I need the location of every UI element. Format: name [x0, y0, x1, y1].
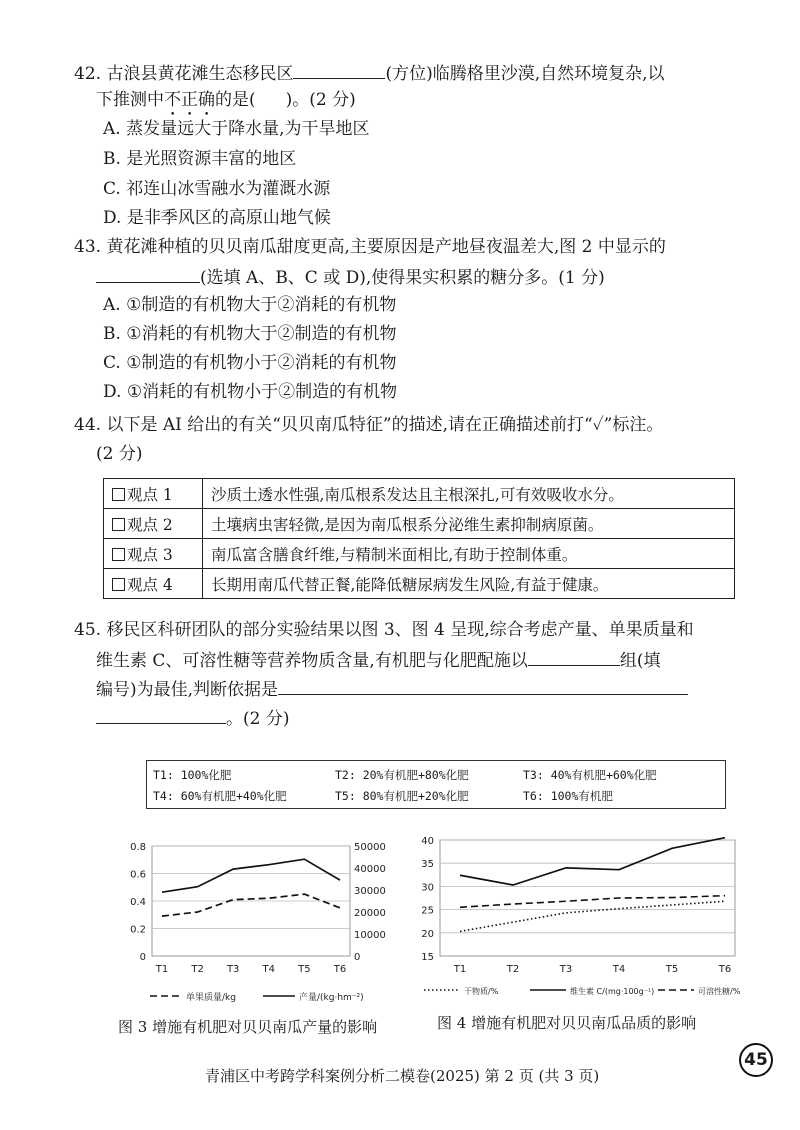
y-right-tick-label: 10000 [354, 930, 386, 941]
y-left-tick-label: 0.6 [130, 869, 146, 881]
q45-blank-reason-cont[interactable] [96, 705, 226, 724]
checkbox[interactable] [112, 488, 125, 501]
q43-option-b: B. ①消耗的有机物大于②制造的有机物 [103, 324, 397, 344]
y-left-tick-label: 0.2 [130, 924, 146, 936]
x-tick-label: T2 [191, 964, 204, 975]
checkbox[interactable] [112, 548, 125, 561]
q43-line1: 43. 黄花滩种植的贝贝南瓜甜度更高,主要原因是产地昼夜温差大,图 2 中显示的 [74, 237, 666, 257]
y-right-tick-label: 20000 [354, 908, 386, 919]
plot-frame [440, 840, 735, 956]
x-tick-label: T6 [718, 964, 732, 975]
table-row: 观点 2 土壤病虫害轻微,是因为南瓜根系分泌维生素抑制病原菌。 [104, 509, 735, 539]
x-tick-label: T6 [333, 964, 347, 975]
y-tick-label: 30 [421, 882, 434, 894]
y-tick-label: 35 [421, 859, 434, 871]
y-left-tick-label: 0.4 [130, 897, 146, 908]
figure-4-chart [410, 828, 750, 1010]
figure-3-caption: 图 3 增施有机肥对贝贝南瓜产量的影响 [118, 1018, 378, 1036]
y-right-tick-label: 50000 [354, 842, 386, 853]
emphasis-text: 不正确 [164, 90, 215, 110]
q43-line2: (选填 A、B、C 或 D),使得果实积累的糖分多。(1 分) [96, 264, 605, 290]
q43-option-d: D. ①消耗的有机物小于②制造的有机物 [103, 382, 398, 402]
x-tick-label: T2 [506, 964, 520, 975]
q45-line2: 维生素 C、可溶性糖等营养物质含量,有机肥与化肥配施以 组(填 [96, 647, 660, 673]
q45-line1: 45. 移民区科研团队的部分实验结果以图 3、图 4 呈现,综合考虑产量、单果质量和 [74, 620, 694, 640]
q45-blank-reason[interactable] [278, 676, 688, 695]
viewpoints-table [103, 478, 735, 599]
x-tick-label: T3 [226, 964, 240, 975]
table-row: 观点 1 沙质土透水性强,南瓜根系发达且主根深扎,可有效吸收水分。 [104, 479, 735, 509]
y-tick-label: 15 [421, 952, 434, 963]
legend-label: 干物质/% [464, 987, 499, 996]
q42-line1: 42. 古浪县黄花滩生态移民区 (方位)临腾格里沙漠,自然环境复杂,以 [74, 60, 665, 86]
y-tick-label: 20 [421, 928, 434, 940]
q43-option-a: A. ①制造的有机物大于②消耗的有机物 [103, 295, 397, 315]
q44-line1: 44. 以下是 AI 给出的有关“贝贝南瓜特征”的描述,请在正确描述前打“✓”标注。 [74, 415, 664, 435]
legend-label: 单果质量/kg [186, 993, 236, 1003]
x-tick-label: T1 [453, 964, 467, 975]
q43-option-c: C. ①制造的有机物小于②消耗的有机物 [103, 353, 397, 373]
y-left-tick-label: 0.8 [130, 842, 146, 853]
q43-blank[interactable] [96, 264, 200, 283]
figure-4-caption: 图 4 增施有机肥对贝贝南瓜品质的影响 [437, 1014, 697, 1032]
table-row: 观点 3 南瓜富含膳食纤维,与精制米面相比,有助于控制体重。 [104, 539, 735, 569]
legend-t6: T6: 100%有机肥 [523, 789, 613, 803]
series-line [460, 896, 725, 908]
series-line [460, 901, 725, 931]
page-number-badge: 45 [739, 1043, 773, 1077]
q42-option-b: B. 是光照资源丰富的地区 [103, 149, 297, 169]
treatment-legend [146, 760, 726, 809]
checkbox[interactable] [112, 518, 125, 531]
q42-option-c: C. 祁连山冰雪融水为灌溉水源 [103, 179, 331, 199]
q42-option-a: A. 蒸发量远大于降水量,为干旱地区 [103, 119, 370, 139]
x-tick-label: T5 [298, 964, 311, 975]
legend-t2: T2: 20%有机肥+80%化肥 [335, 768, 469, 782]
y-tick-label: 40 [421, 836, 434, 847]
checkbox[interactable] [112, 578, 125, 591]
q45-blank-group[interactable] [528, 647, 620, 666]
figure-3-chart [110, 828, 410, 1010]
table-row: 观点 4 长期用南瓜代替正餐,能降低糖尿病发生风险,有益于健康。 [104, 569, 735, 599]
q45-line3: 编号)为最佳,判断依据是 [96, 676, 688, 702]
x-tick-label: T4 [612, 964, 626, 975]
q44-line2: (2 分) [96, 444, 143, 464]
y-left-tick-label: 0 [139, 952, 146, 963]
y-right-tick-label: 30000 [354, 886, 386, 897]
y-right-tick-label: 0 [354, 952, 361, 963]
q42-line2: 下推测中不正确的是( )。(2 分) [96, 90, 356, 110]
x-tick-label: T4 [262, 964, 276, 975]
legend-t4: T4: 60%有机肥+40%化肥 [153, 789, 287, 803]
x-tick-label: T1 [155, 964, 169, 975]
legend-t3: T3: 40%有机肥+60%化肥 [523, 768, 657, 782]
q45-line4: 。(2 分) [96, 705, 289, 731]
y-tick-label: 25 [421, 905, 434, 917]
legend-t5: T5: 80%有机肥+20%化肥 [335, 789, 469, 803]
legend-t1: T1: 100%化肥 [153, 768, 232, 782]
page-footer: 青浦区中考跨学科案例分析二模卷(2025) 第 2 页 (共 3 页) [205, 1067, 600, 1085]
series-line [162, 859, 340, 892]
series-line [460, 838, 725, 885]
y-right-tick-label: 40000 [354, 864, 386, 875]
series-line [162, 894, 340, 916]
x-tick-label: T5 [665, 964, 679, 975]
legend-label: 维生素 C/(mg·100g⁻¹) [570, 987, 655, 996]
legend-label: 可溶性糖/% [698, 987, 741, 996]
q42-blank-direction[interactable] [293, 60, 385, 79]
x-tick-label: T3 [559, 964, 573, 975]
legend-label: 产量/(kg·hm⁻²) [299, 993, 364, 1003]
q42-option-d: D. 是非季风区的高原山地气候 [103, 208, 331, 228]
